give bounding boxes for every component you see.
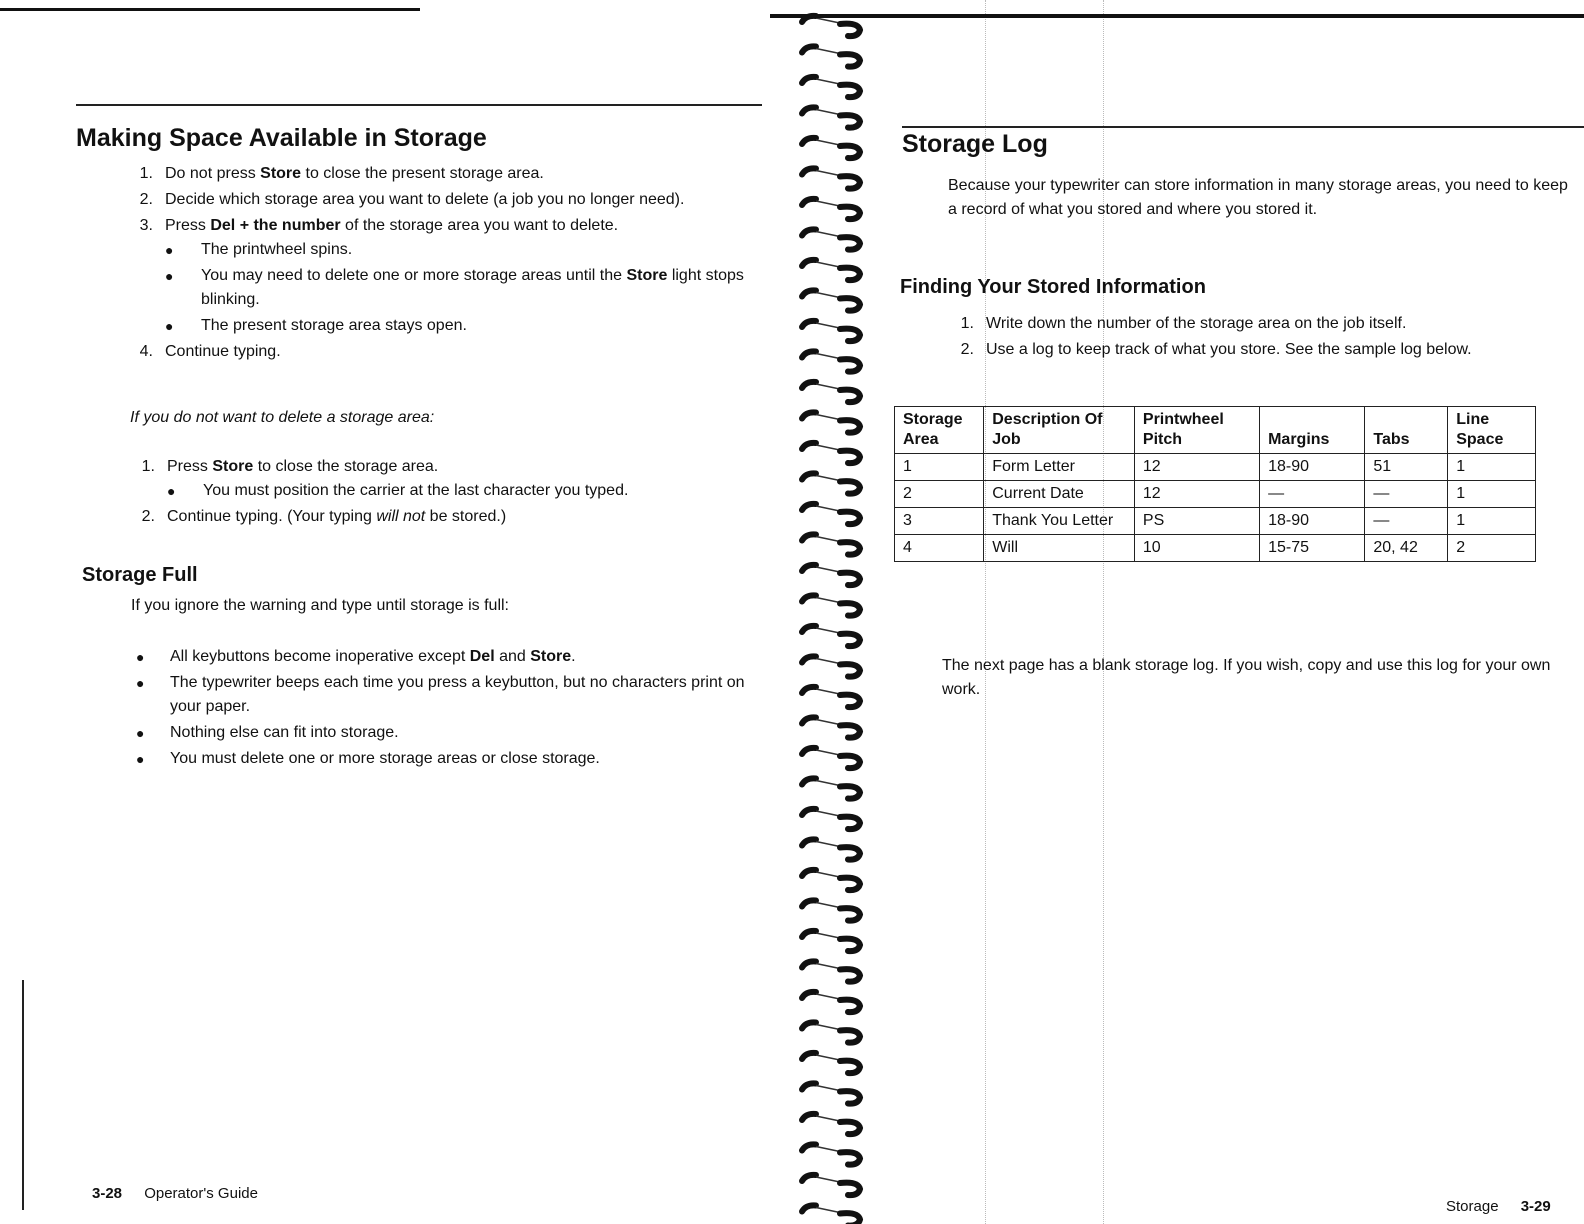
- table-row: [895, 508, 1536, 535]
- footer-title: Operator's Guide: [144, 1185, 258, 1202]
- table-cell: 20, 42: [1365, 535, 1448, 562]
- bullet-icon: ●: [165, 318, 174, 334]
- spiral-coil: [802, 260, 860, 280]
- spiral-coil: [802, 595, 860, 615]
- table-row: [895, 454, 1536, 481]
- table-cell: PS: [1134, 508, 1259, 535]
- scan-edge-top: [770, 14, 1584, 18]
- spiral-coil: [802, 656, 860, 676]
- page-number: 3-29: [1520, 1198, 1551, 1215]
- step-number: 1.: [960, 315, 974, 332]
- step-text: Press Del + the number of the storage area you want to delete.: [165, 217, 619, 234]
- step-item: [139, 214, 765, 338]
- spiral-coil: [802, 778, 860, 798]
- bullet-item: ● You must delete one or more storage areas or close storage.: [170, 747, 750, 771]
- spiral-coil: [802, 138, 860, 158]
- step-text: Continue typing. (Your typing will not be stored.): [167, 508, 507, 525]
- step-number: 3.: [139, 217, 153, 234]
- spiral-coil: [802, 504, 860, 524]
- table-cell: 1: [1448, 508, 1536, 535]
- spiral-coil: [802, 626, 860, 646]
- spiral-coil: [802, 870, 860, 890]
- step-item: [141, 505, 767, 529]
- page-footer: [92, 1185, 258, 1202]
- table-header-cell: Margins: [1260, 407, 1365, 454]
- spiral-coil: [802, 1114, 860, 1134]
- step-text: Continue typing.: [165, 343, 281, 360]
- spiral-coil: [802, 992, 860, 1012]
- spiral-coil: [802, 534, 860, 554]
- table-header-cell: Storage Area: [895, 407, 984, 454]
- step-number: 1.: [141, 458, 155, 475]
- table-cell: 1: [895, 454, 984, 481]
- storage-full-intro: If you ignore the warning and type until storage is full:: [131, 597, 509, 614]
- bullet-icon: ●: [136, 675, 145, 691]
- step-text: Decide which storage area you want to delete (a job you no longer need).: [165, 191, 685, 208]
- step-item: [960, 338, 1566, 362]
- table-cell: 15-75: [1260, 535, 1365, 562]
- finding-steps-list: [960, 312, 1566, 364]
- table-cell: 18-90: [1260, 508, 1365, 535]
- step-number: 4.: [139, 343, 153, 360]
- top-rule: [902, 126, 1584, 128]
- table-cell: Form Letter: [984, 454, 1135, 481]
- sub-bullet-list: [165, 238, 765, 338]
- spiral-coil: [802, 16, 860, 36]
- table-header-row: [895, 407, 1536, 454]
- table-cell: 2: [895, 481, 984, 508]
- spiral-coil: [802, 900, 860, 920]
- step-text: Do not press Store to close the present storage area.: [165, 165, 544, 182]
- table-cell: —: [1260, 481, 1365, 508]
- table-cell: 2: [1448, 535, 1536, 562]
- step-text: Use a log to keep track of what you store. See the sample log below.: [986, 341, 1472, 358]
- table-row: [895, 535, 1536, 562]
- step-number: 2.: [141, 508, 155, 525]
- step-number: 2.: [960, 341, 974, 358]
- table-cell: Will: [984, 535, 1135, 562]
- spiral-coil: [802, 77, 860, 97]
- table-cell: 12: [1134, 454, 1259, 481]
- step-item: [139, 188, 765, 212]
- table-cell: Thank You Letter: [984, 508, 1135, 535]
- sub-bullet-item: ● The printwheel spins.: [201, 238, 765, 262]
- bullet-icon: ●: [167, 483, 176, 499]
- left-page: [0, 0, 780, 1224]
- sub-bullet-item: ● The present storage area stays open.: [201, 314, 765, 338]
- spiral-coil: [802, 748, 860, 768]
- bullet-item: ● All keybuttons become inoperative except Del and Store.: [170, 645, 750, 669]
- spiral-coil: [802, 931, 860, 951]
- italic-note: If you do not want to delete a storage area:: [130, 409, 435, 426]
- sub-bullet-list: [167, 479, 767, 503]
- page-footer: [1446, 1198, 1584, 1215]
- spiral-coil: [802, 229, 860, 249]
- table-cell: 51: [1365, 454, 1448, 481]
- table-header-cell: Printwheel Pitch: [1134, 407, 1259, 454]
- bullet-icon: ●: [136, 751, 145, 767]
- closing-paragraph: The next page has a blank storage log. If you wish, copy and use this log for your own work.: [942, 657, 1551, 698]
- bullet-icon: ●: [165, 268, 174, 284]
- spiral-coil: [802, 1053, 860, 1073]
- spiral-coil: [802, 565, 860, 585]
- table-header-cell: Tabs: [1365, 407, 1448, 454]
- spiral-coil: [802, 961, 860, 981]
- table-header-cell: Line Space: [1448, 407, 1536, 454]
- spiral-coil: [802, 1175, 860, 1195]
- spiral-coil: [802, 412, 860, 432]
- footer-section: Storage: [1446, 1198, 1499, 1215]
- step-text: Write down the number of the storage area on the job itself.: [986, 315, 1407, 332]
- table-cell: —: [1365, 508, 1448, 535]
- bullet-icon: ●: [136, 649, 145, 665]
- spiral-coil: [802, 1144, 860, 1164]
- table-cell: 18-90: [1260, 454, 1365, 481]
- sub-bullet-item: ● You must position the carrier at the last character you typed.: [203, 479, 767, 503]
- spiral-coil: [802, 717, 860, 737]
- table-cell: 1: [1448, 454, 1536, 481]
- table-header-cell: Description Of Job: [984, 407, 1135, 454]
- table-cell: 3: [895, 508, 984, 535]
- spiral-coil: [802, 46, 860, 66]
- step-number: 1.: [139, 165, 153, 182]
- spiral-coil: [802, 107, 860, 127]
- subheading: Finding Your Stored Information: [900, 276, 1206, 298]
- spiral-coil: [802, 1083, 860, 1103]
- table-cell: 10: [1134, 535, 1259, 562]
- storage-full-bullets: [136, 645, 750, 773]
- steps-list: [139, 162, 765, 366]
- bullet-item: ● The typewriter beeps each time you press a keybutton, but no characters print on your paper.: [170, 671, 750, 719]
- scan-margin-mark: [22, 980, 24, 1210]
- spiral-coil: [802, 809, 860, 829]
- spiral-coil: [802, 443, 860, 463]
- step-number: 2.: [139, 191, 153, 208]
- table-row: [895, 481, 1536, 508]
- spiral-binding: [790, 0, 880, 1224]
- bullet-item: ● Nothing else can fit into storage.: [170, 721, 750, 745]
- spiral-coil: [802, 839, 860, 859]
- spiral-coil: [802, 473, 860, 493]
- storage-full-heading: Storage Full: [82, 564, 198, 586]
- steps-list-2: [141, 455, 767, 531]
- spiral-coil: [802, 321, 860, 341]
- bullet-icon: ●: [136, 725, 145, 741]
- step-item: [139, 340, 765, 364]
- top-rule: [76, 104, 762, 106]
- storage-log-table: [894, 406, 1536, 562]
- intro-paragraph: Because your typewriter can store information in many storage areas, you need to keep a record of what you stored and where you stored it.: [948, 177, 1568, 218]
- bullet-icon: ●: [165, 242, 174, 258]
- scan-edge-top: [0, 8, 420, 11]
- step-item: [141, 455, 767, 503]
- spiral-coil: [802, 290, 860, 310]
- spiral-coil: [802, 168, 860, 188]
- table-cell: 4: [895, 535, 984, 562]
- page-number: 3-28: [92, 1185, 123, 1202]
- section-heading: Storage Log: [902, 130, 1048, 158]
- step-item: [139, 162, 765, 186]
- table-cell: 12: [1134, 481, 1259, 508]
- spiral-coil: [802, 1022, 860, 1042]
- spiral-coil: [802, 382, 860, 402]
- step-text: Press Store to close the storage area.: [167, 458, 439, 475]
- spiral-coil: [802, 1205, 860, 1224]
- step-item: [960, 312, 1566, 336]
- spiral-coil: [802, 687, 860, 707]
- spiral-coil: [802, 351, 860, 371]
- table-cell: Current Date: [984, 481, 1135, 508]
- section-heading: Making Space Available in Storage: [76, 124, 487, 152]
- table-cell: —: [1365, 481, 1448, 508]
- sub-bullet-item: ● You may need to delete one or more storage areas until the Store light stops blinking.: [201, 264, 765, 312]
- spiral-coil: [802, 199, 860, 219]
- right-page: [880, 0, 1584, 1224]
- table-cell: 1: [1448, 481, 1536, 508]
